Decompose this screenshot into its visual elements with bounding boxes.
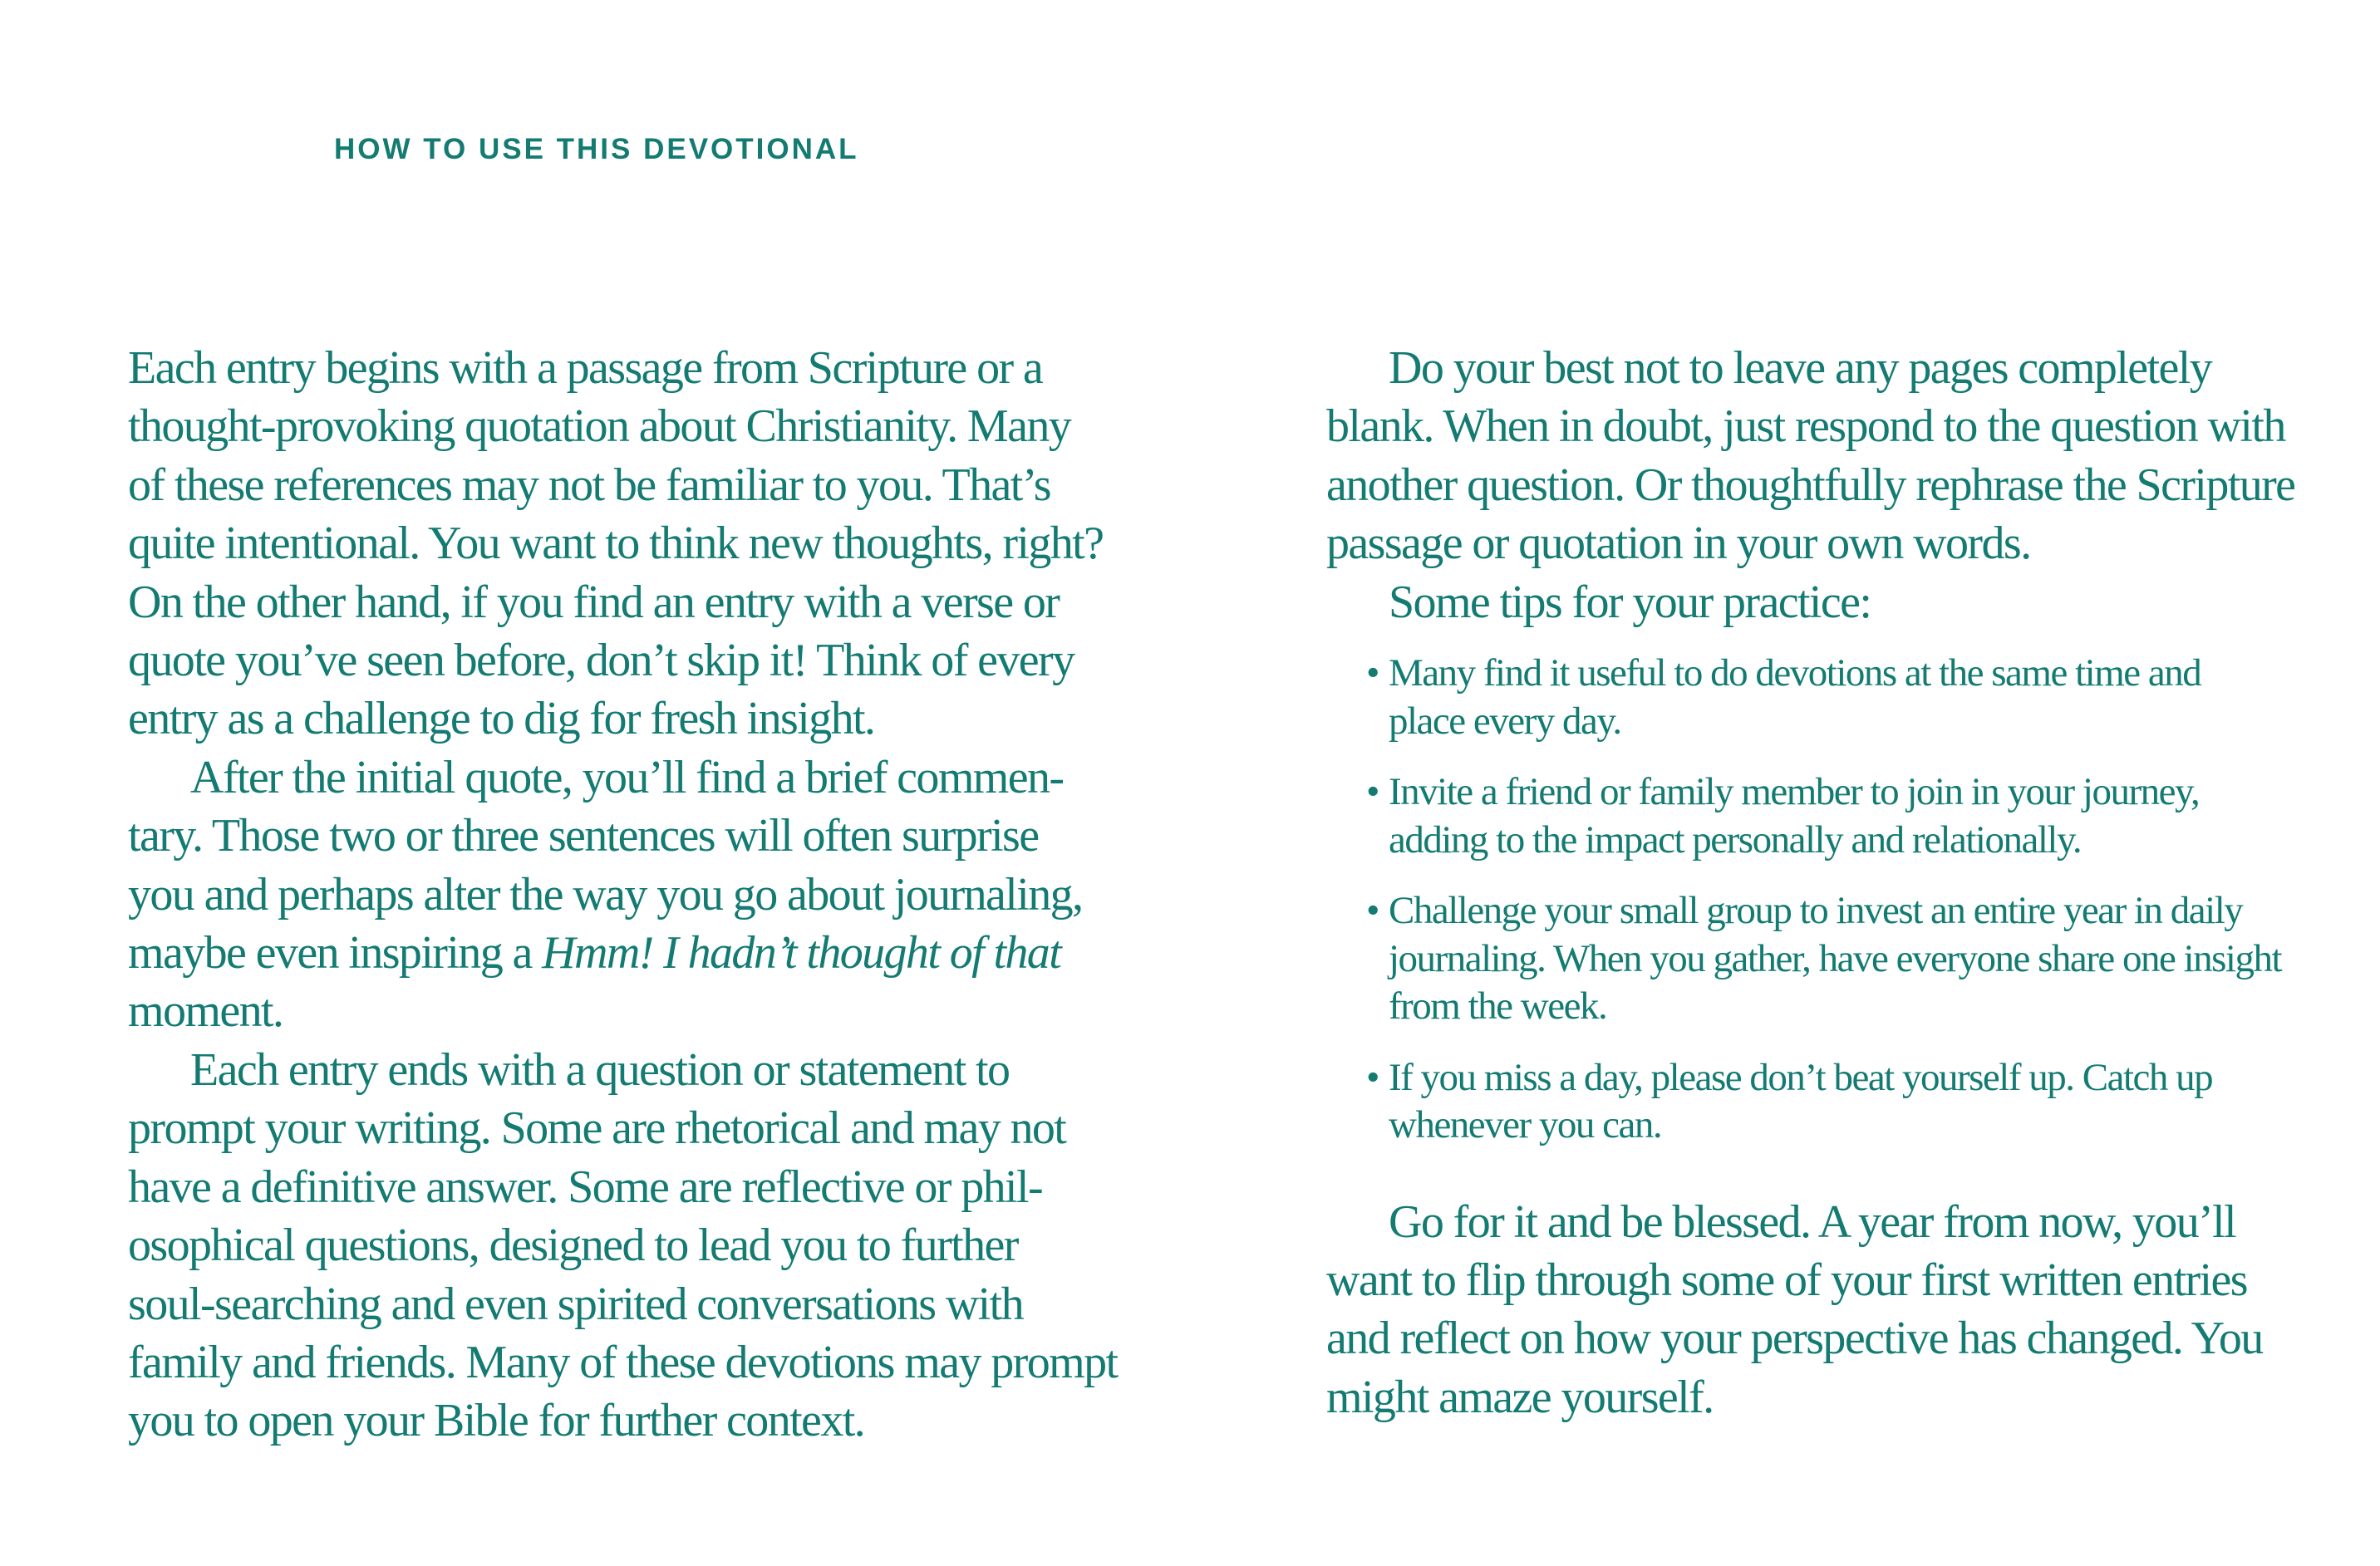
text-line: osophical questions, designed to lead you to further — [128, 1220, 1018, 1272]
italic-phrase: Hmm! I hadn’t thought of that — [542, 927, 1061, 979]
tips-intro — [1326, 573, 2290, 631]
text-line: Challenge your small group to invest an entire year in daily — [1389, 889, 2243, 933]
bullet-icon: • — [1366, 1055, 1379, 1099]
bullet-icon: • — [1366, 651, 1379, 695]
text-line: If you miss a day, please don’t beat yourself up. Catch up — [1389, 1055, 2213, 1099]
text-line: After the initial quote, you’ll find a brief commen- — [190, 751, 1064, 803]
text-line: quote you’ve seen before, don’t skip it! Think of every — [128, 635, 1074, 687]
right-column — [1326, 339, 2295, 1426]
text-line: blank. When in doubt, just respond to the question with — [1326, 400, 2285, 453]
text-line: journaling. When you gather, have everyone share one insight — [1389, 936, 2282, 980]
text-line: you to open your Bible for further context. — [128, 1395, 865, 1447]
text-line: On the other hand, if you find an entry with a verse or — [128, 576, 1060, 628]
text-line: Invite a friend or family member to join in your journey, — [1389, 770, 2200, 814]
text-line: have a definitive answer. Some are reflective or phil- — [128, 1161, 1042, 1213]
running-head: HOW TO USE THIS DEVOTIONAL — [334, 133, 859, 165]
list-item — [1326, 1054, 2290, 1150]
text-line: Some tips for your practice: — [1389, 576, 1871, 628]
bullet-icon: • — [1366, 770, 1379, 814]
text-line: family and friends. Many of these devotions may prompt — [128, 1336, 1118, 1388]
text-line: you and perhaps alter the way you go about journaling, — [128, 868, 1083, 920]
text-line — [128, 924, 1092, 982]
text-line: moment. — [128, 985, 283, 1038]
text-line: prompt your writing. Some are rhetorical and may not — [128, 1102, 1066, 1155]
text-line: tary. Those two or three sentences will often surprise — [128, 810, 1039, 862]
text-line: from the week. — [1389, 984, 1607, 1028]
paragraph-closing — [1326, 1193, 2290, 1427]
text-line: might amaze yourself. — [1326, 1371, 1714, 1423]
paragraph-do-your-best — [1326, 339, 2295, 573]
text-line: Do your best not to leave any pages completely — [1389, 342, 2212, 394]
paragraph-entry-begins — [128, 339, 1104, 749]
text-line: Each entry ends with a question or statement to — [190, 1043, 1010, 1096]
text-line: Many find it useful to do devotions at the same time and — [1389, 651, 2201, 695]
text-line: want to flip through some of your first written entries — [1326, 1254, 2247, 1306]
text-line: and reflect on how your perspective has changed. You — [1326, 1313, 2263, 1365]
text-line: whenever you can. — [1389, 1103, 1662, 1147]
text-line: soul-searching and even spirited conversations with — [128, 1278, 1023, 1330]
list-item — [1326, 768, 2290, 864]
text-line: passage or quotation in your own words. — [1326, 518, 2031, 570]
text-line: another question. Or thoughtfully rephrase the Scripture — [1326, 459, 2295, 511]
tips-list — [1326, 650, 2290, 1150]
list-item — [1326, 887, 2290, 1031]
text-line: of these references may not be familiar to you. That’s — [128, 459, 1050, 511]
bullet-icon: • — [1366, 889, 1379, 933]
text-line: Go for it and be blessed. A year from now, you’ll — [1389, 1195, 2236, 1248]
text-line: Each entry begins with a passage from Scripture or a — [128, 342, 1043, 394]
left-column — [128, 339, 1118, 1451]
list-item — [1326, 650, 2290, 745]
text-line: quite intentional. You want to think new thoughts, right? — [128, 518, 1104, 570]
paragraph-commentary — [128, 749, 1092, 1041]
text-line: place every day. — [1389, 699, 1621, 743]
text-line: thought-provoking quotation about Christianity. Many — [128, 400, 1071, 453]
paragraph-entry-ends — [128, 1041, 1118, 1451]
text-run: maybe even inspiring a — [128, 927, 543, 979]
text-line: adding to the impact personally and relationally. — [1389, 817, 2082, 862]
text-line: entry as a challenge to dig for fresh insight. — [128, 693, 875, 745]
